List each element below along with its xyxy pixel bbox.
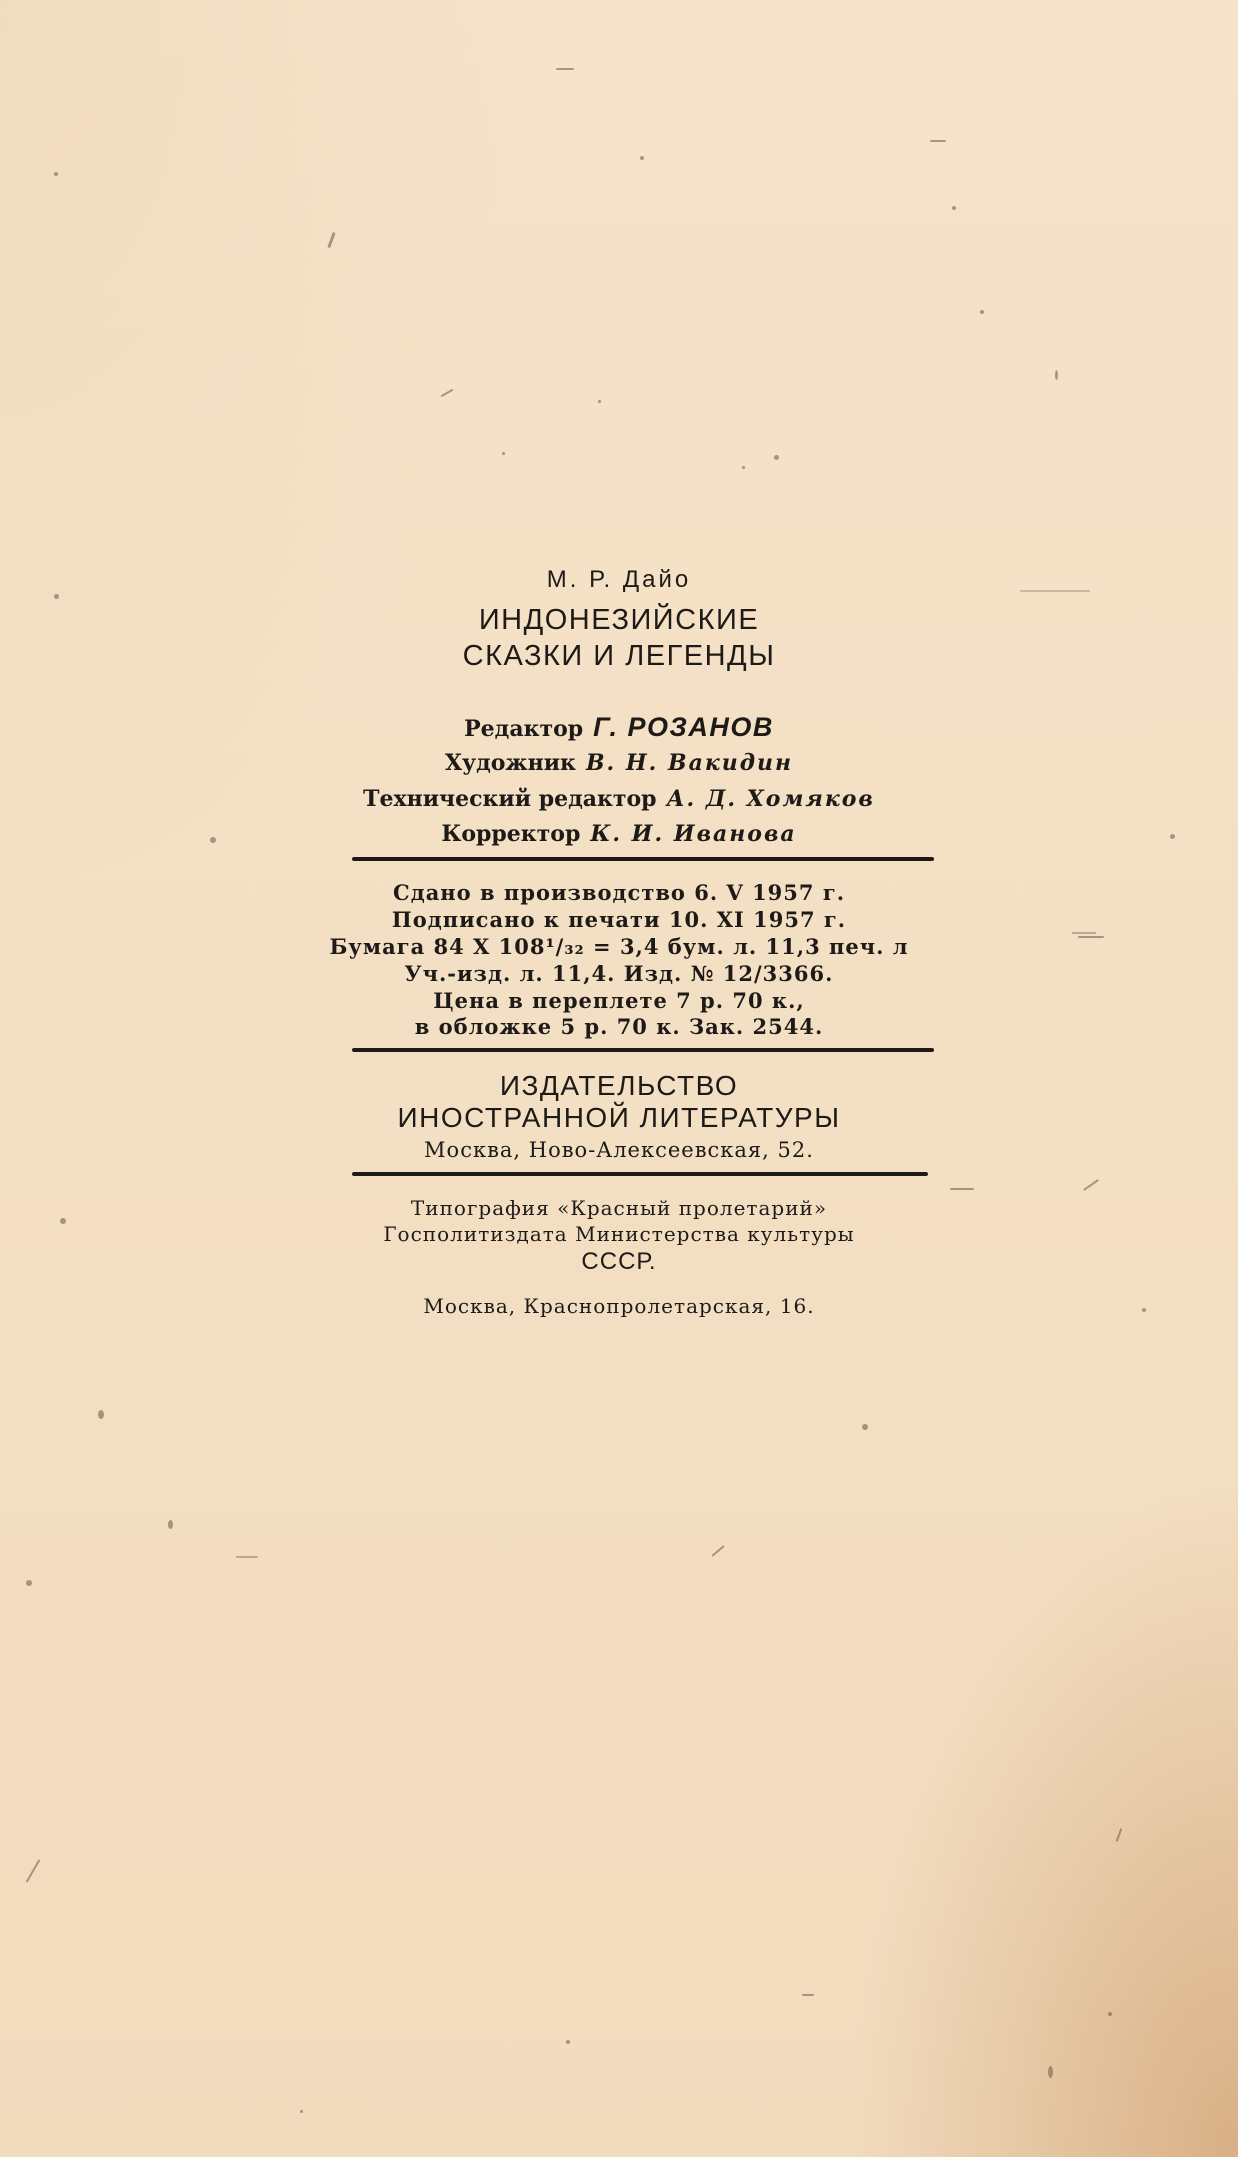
- paper-speck: [54, 172, 58, 176]
- credit-artist: [0, 750, 1238, 776]
- credit-role: Технический редактор: [363, 786, 657, 812]
- credit-role: Корректор: [441, 821, 581, 847]
- printer-line: Госполитиздата Министерства культуры: [383, 1222, 855, 1246]
- paper-speck: [742, 466, 745, 469]
- paper-speck: [54, 594, 59, 599]
- paper-speck: [862, 1424, 868, 1430]
- paper-speck: [774, 455, 779, 460]
- paper-speck: [98, 1410, 104, 1419]
- paper-speck: [26, 1859, 41, 1883]
- credit-role: Редактор: [464, 716, 584, 742]
- paper-speck: [950, 1188, 974, 1190]
- publisher-address: Москва, Ново-Алексеевская, 52.: [424, 1138, 814, 1162]
- imprint-line: Подписано к печати 10. XI 1957 г.: [391, 907, 847, 932]
- divider-rule: [352, 1172, 928, 1176]
- paper-speck: [1055, 370, 1058, 380]
- printer-address: Москва, Краснопролетарская, 16.: [423, 1294, 815, 1318]
- credit-person: В. Н. Вакидин: [585, 750, 794, 776]
- credit-proofreader: [0, 821, 1238, 847]
- paper-speck: [502, 452, 505, 455]
- paper-speck: [327, 232, 335, 248]
- paper-speck: [300, 2110, 303, 2113]
- credit-person: А. Д. Хомяков: [666, 786, 875, 812]
- paper-speck: [440, 389, 453, 398]
- credit-person: К. И. Иванова: [590, 821, 797, 847]
- paper-speck: [566, 2040, 570, 2044]
- paper-speck: [640, 156, 644, 160]
- paper-speck: [711, 1545, 725, 1557]
- paper-speck: [26, 1580, 32, 1586]
- paper-speck: [1108, 2012, 1112, 2016]
- book-title-line-1: ИНДОНЕЗИЙСКИЕ: [478, 604, 760, 636]
- publisher-name-line-1: ИЗДАТЕЛЬСТВО: [499, 1070, 739, 1101]
- paper-speck: [1048, 2066, 1053, 2078]
- credit-editor: [0, 712, 1238, 743]
- credit-tech-editor: [0, 786, 1238, 812]
- publisher-name-line-2: ИНОСТРАННОЙ ЛИТЕРАТУРЫ: [397, 1102, 841, 1133]
- paper-speck: [556, 68, 574, 70]
- paper-speck: [930, 140, 946, 142]
- paper-speck: [980, 310, 984, 314]
- paper-speck: [598, 400, 601, 403]
- paper-speck: [1083, 1179, 1099, 1191]
- imprint-line: Сдано в производство 6. V 1957 г.: [392, 880, 846, 905]
- imprint-line: Уч.-изд. л. 11,4. Изд. № 12/3366.: [404, 961, 834, 986]
- imprint-line: в обложке 5 р. 70 к. Зак. 2544.: [414, 1014, 824, 1039]
- printer-country: СССР.: [581, 1248, 657, 1275]
- paper-speck: [802, 1994, 814, 1996]
- book-title-line-2: СКАЗКИ И ЛЕГЕНДЫ: [462, 640, 776, 672]
- imprint-line: Цена в переплете 7 р. 70 к.,: [433, 988, 805, 1013]
- paper-speck: [1116, 1828, 1123, 1842]
- credit-role: Художник: [444, 750, 576, 776]
- book-author: М. Р. Дайо: [546, 566, 692, 593]
- imprint-line: Бумага 84 X 108¹/₃₂ = 3,4 бум. л. 11,3 печ. л: [329, 934, 909, 959]
- printer-line: Типография «Красный пролетарий»: [410, 1196, 828, 1220]
- paper-speck: [952, 206, 956, 210]
- paper-speck: [236, 1556, 258, 1558]
- divider-rule: [352, 1048, 934, 1052]
- paper-speck: [168, 1520, 173, 1529]
- divider-rule: [352, 857, 934, 861]
- credit-person: Г. РОЗАНОВ: [593, 712, 774, 742]
